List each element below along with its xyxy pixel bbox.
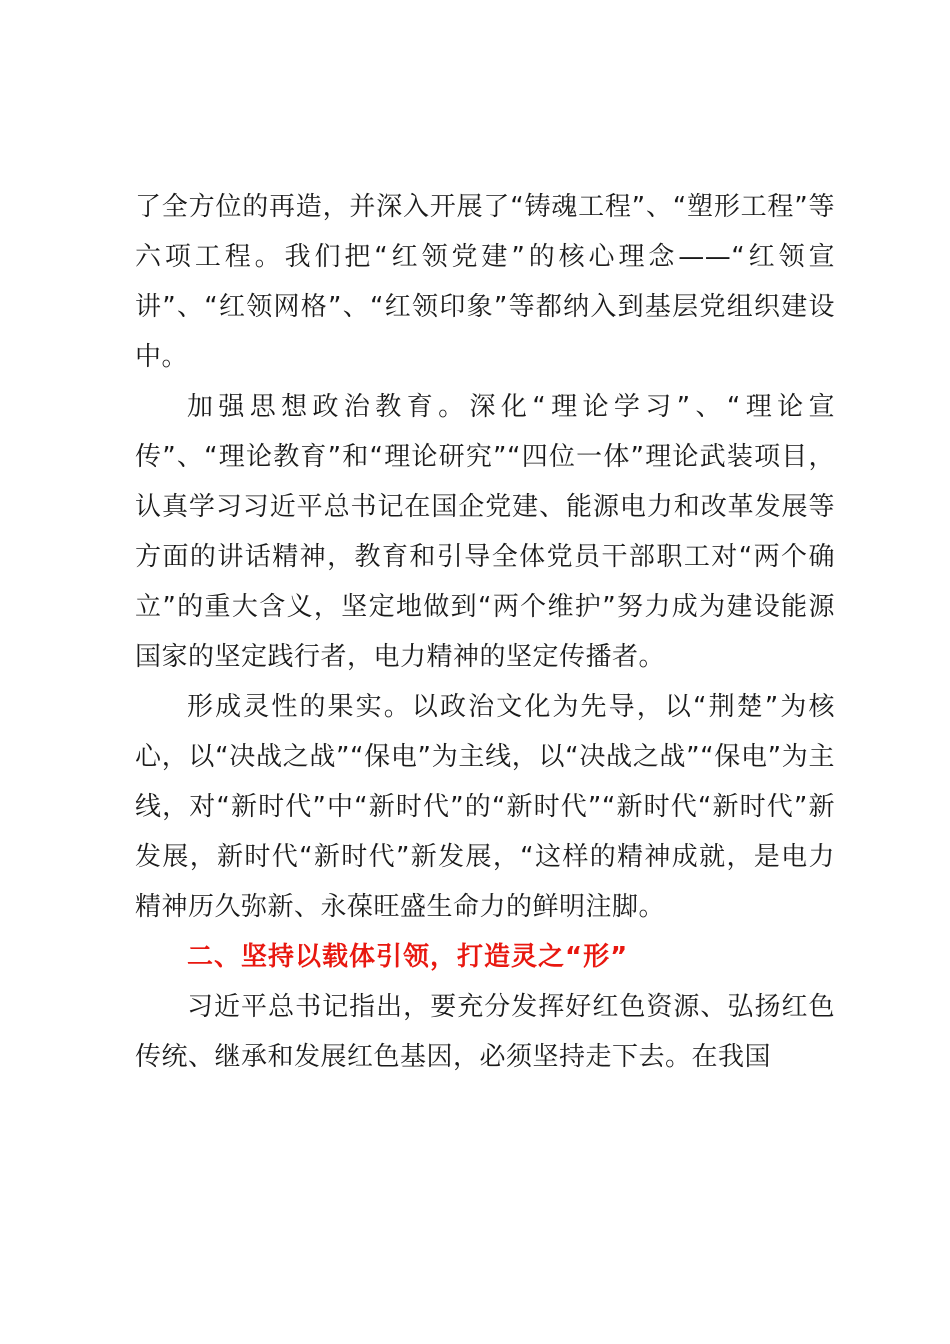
paragraph-3: 形成灵性的果实。以政治文化为先导，以“荆楚”为核心，以“决战之战”“保电”为主线，以“决战之战”“保电”为主线，对“新时代”中“新时代”的“新时代”“新时代“新时代”新发展，新时代“新时代”新发展，“这样的精神成就，是电力精神历久弥新、永葆旺盛生命力的鲜明注脚。 xyxy=(135,692,835,922)
section-heading-2: 二、坚持以载体引领，打造灵之“形” xyxy=(187,942,629,972)
paragraph-2: 加强思想政治教育。深化“理论学习”、“理论宣传”、“理论教育”和“理论研究”“四位一体”理论武装项目，认真学习习近平总书记在国企党建、能源电力和改革发展等方面的讲话精神，教育和引导全体党员干部职工对“两个确立”的重大含义，坚定地做到“两个维护”努力成为建设能源国家的坚定践行者，电力精神的坚定传播者。 xyxy=(135,392,835,672)
paragraph-1: 了全方位的再造，并深入开展了“铸魂工程”、“塑形工程”等六项工程。我们把“红领党建”的核心理念——“红领宣讲”、“红领网格”、“红领印象”等都纳入到基层党组织建设中。 xyxy=(135,192,835,372)
paragraph-4: 习近平总书记指出，要充分发挥好红色资源、弘扬红色传统、继承和发展红色基因，必须坚持走下去。在我国 xyxy=(135,992,835,1072)
document-body xyxy=(135,182,835,1082)
